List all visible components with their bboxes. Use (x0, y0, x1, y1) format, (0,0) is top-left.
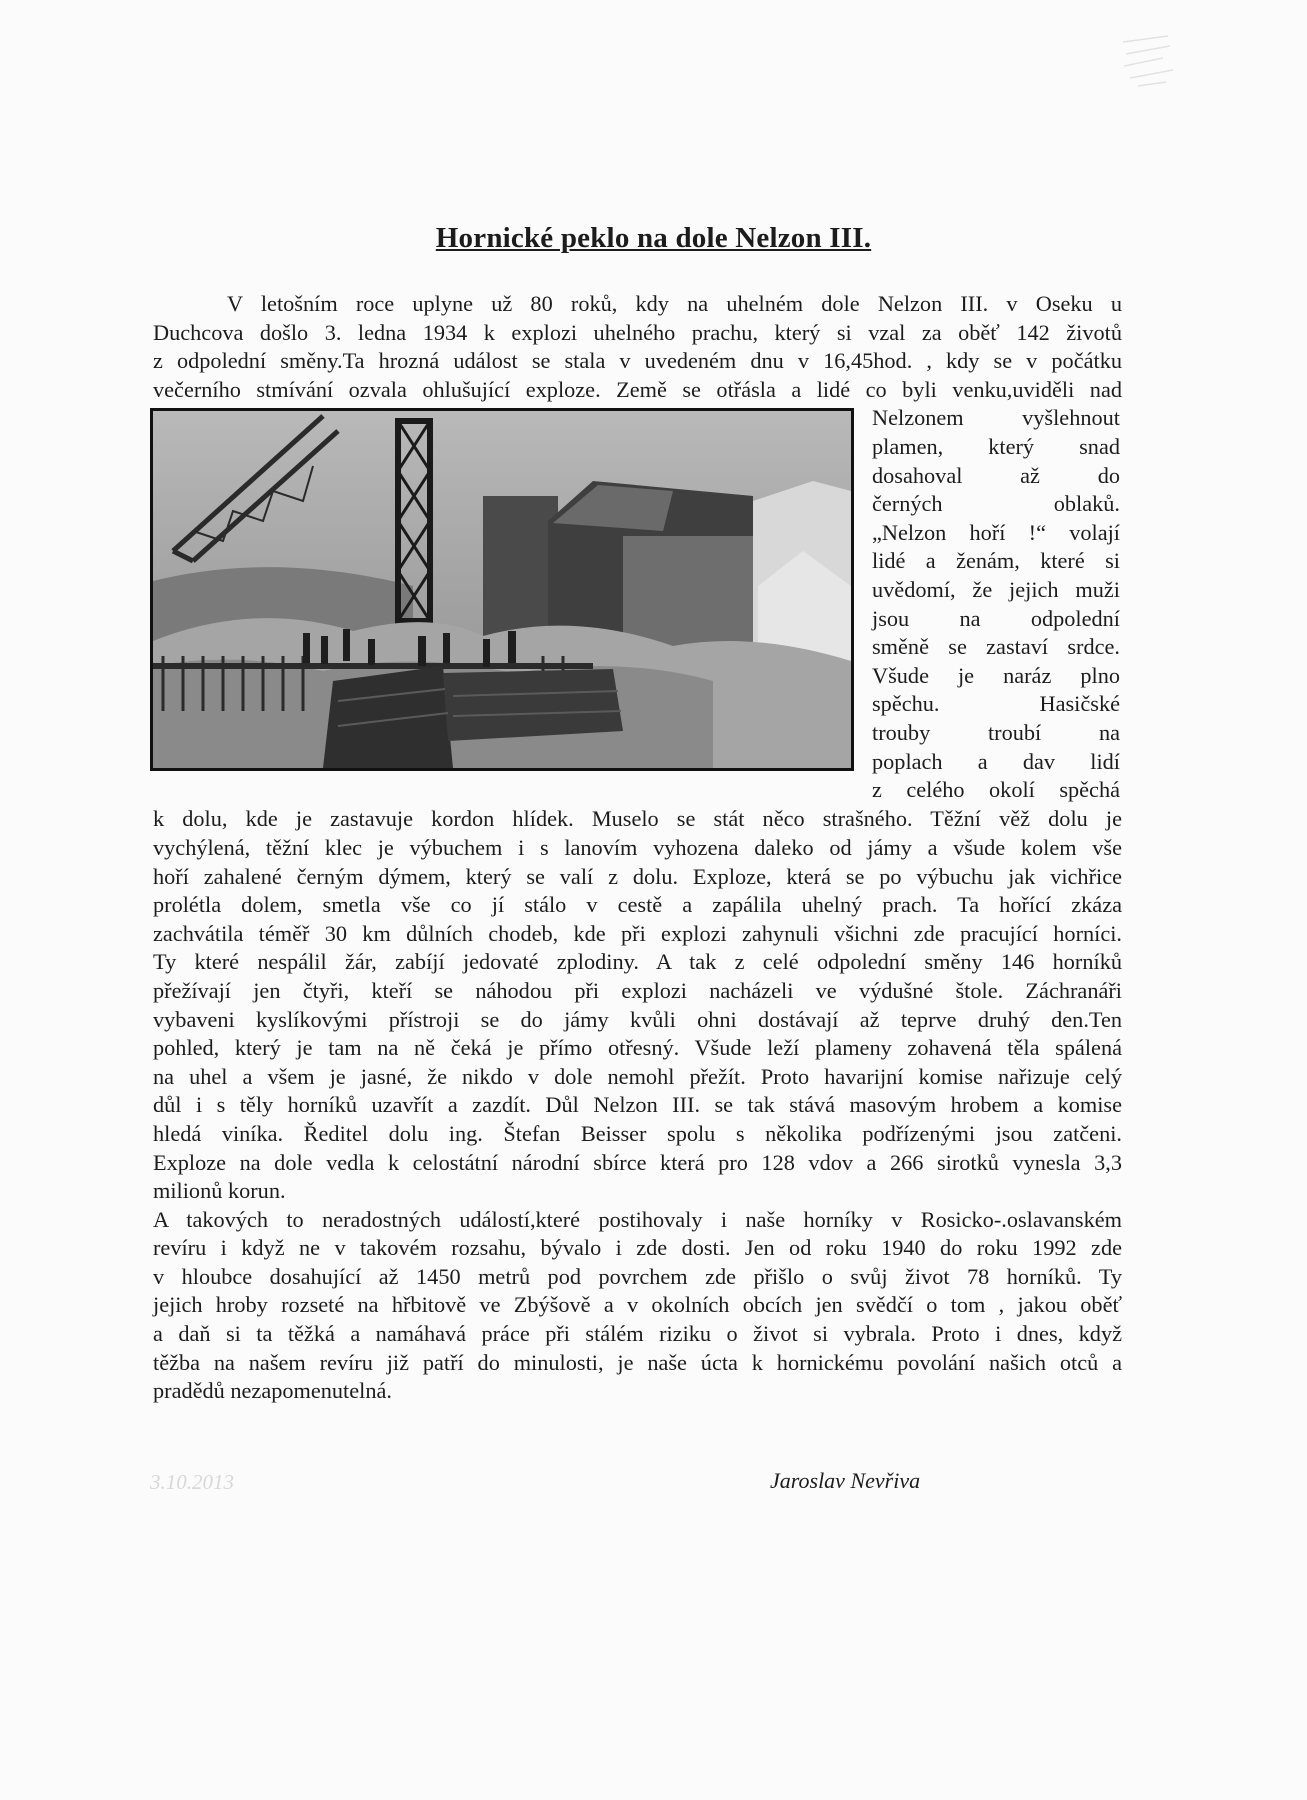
text-line: „Nelzon hoří !“ volají (872, 519, 1120, 545)
text-line: večerního stmívání ozvala ohlušující exploze. Země se otřásla a lidé co byli venku,uviděli nad (153, 376, 1122, 402)
faded-date-stamp: 3.10.2013 (150, 1470, 234, 1494)
text-line: zachvátila téměř 30 km důlních chodeb, kde při explozi zahynuli všichni zde pracující horníci. (153, 920, 1122, 946)
text-line: a daň si ta těžká a namáhavá práce při stálém riziku o život si vybrala. Proto i dnes, když (153, 1321, 1122, 1347)
text-line: vybaveni kyslíkovými přístroji se do jámy kvůli ohni dostávají až teprve druhý den.Ten (153, 1006, 1122, 1032)
text-line: lidé a ženám, které si (872, 548, 1120, 574)
text-line: plamen, který snad (872, 433, 1120, 459)
text-line: z celého okolí spěchá (872, 777, 1120, 803)
text-line: milionů korun. (153, 1178, 286, 1204)
text-line: A takových to neradostných událostí,které postihovaly i naše horníky v Rosicko-.oslavanském (153, 1206, 1122, 1232)
text-line: poplach a dav lidí (872, 748, 1120, 774)
article-body (153, 290, 1122, 1406)
text-line: v hloubce dosahující až 1450 metrů pod povrchem zde přišlo o svůj život 78 horníků. Ty (153, 1263, 1122, 1289)
text-line: prolétla dolem, smetla vše co jí stálo v cestě a zapálila uhelný prach. Ta hořící zkáza (153, 892, 1122, 918)
text-line: přežívají jen čtyři, kteří se náhodou při explozi nacházeli ve výdušné štole. Záchranáři (153, 977, 1122, 1003)
author-signature: Jaroslav Nevřiva (770, 1468, 921, 1493)
main-paragraph (153, 805, 1122, 1205)
text-line: k dolu, kde je zastavuje kordon hlídek. Muselo se stát něco strašného. Těžní věž dolu je (153, 806, 1122, 832)
text-line: Exploze na dole vedla k celostátní národní sbírce která pro 128 vdov a 266 sirotků vynesla 3,3 (153, 1149, 1122, 1175)
corner-scribble (1118, 32, 1178, 97)
text-line: spěchu. Hasičské (872, 691, 1120, 717)
text-line: z odpolední směny.Ta hrozná událost se stala v uvedeném dnu v 16,45hod. , kdy se v počátku (153, 348, 1122, 374)
text-line: revíru i když ne v takovém rozsahu, bývalo i zde dosti. Jen od roku 1940 do roku 1992 zde (153, 1235, 1122, 1261)
closing-paragraph (153, 1206, 1122, 1406)
text-line: těžba na našem revíru již patří do minulosti, je naše úcta k hornickému povolání našich otců a (153, 1349, 1122, 1375)
mine-disaster-photo (150, 408, 854, 771)
article-title: Hornické peklo na dole Nelzon III. (435, 222, 872, 254)
text-line: Nelzonem vyšlehnout (872, 405, 1120, 431)
text-line: dosahoval až do (872, 462, 1120, 488)
text-line: Ty které nespálil žár, zabíjí jedovaté zplodiny. A tak z celé odpolední směny 146 horníků (153, 949, 1122, 975)
text-line: důl i s těly horníků uzavřít a zazdít. Důl Nelzon III. se tak stává masovým hrobem a komise (153, 1092, 1122, 1118)
text-line: Duchcova došlo 3. ledna 1934 k explozi uhelného prachu, který si vzal za oběť 142 životů (153, 319, 1122, 345)
text-line: V letošním roce uplyne už 80 roků, kdy na uhelném dole Nelzon III. v Oseku u (227, 291, 1122, 316)
text-line: Všude je naráz plno (872, 662, 1120, 688)
text-line: černých oblaků. (872, 491, 1120, 517)
text-line: na uhel a všem je jasné, že nikdo v dole nemohl přežít. Proto havarijní komise nařizuje celý (153, 1063, 1122, 1089)
text-line: pohled, který je tam na ně čeká je přímo otřesný. Všude leží plameny zohavená těla spálená (153, 1035, 1122, 1061)
text-line: hledá viníka. Ředitel dolu ing. Štefan Beisser spolu s několika podřízenými jsou zatčeni. (153, 1120, 1122, 1146)
text-line: pradědů nezapomenutelná. (153, 1378, 392, 1404)
side-column-text (872, 404, 1120, 804)
intro-paragraph (153, 290, 1122, 404)
text-line: hoří zahalené černým dýmem, který se valí z dolu. Exploze, která se po výbuchu jak vichřice (153, 863, 1122, 889)
text-line: směně se zastaví srdce. (872, 634, 1120, 660)
text-line: vychýlená, těžní klec je výbuchem i s lanovím vyhozena daleko od jámy a všude kolem vše (153, 834, 1122, 860)
photo-wrap-section (153, 404, 1122, 805)
text-line: uvědomí, že jejich muži (872, 576, 1120, 602)
text-line: jejich hroby rozseté na hřbitově ve Zbýšově a v okolních obcích jen svědčí o tom , jakou oběť (153, 1292, 1122, 1318)
text-line: jsou na odpolední (872, 605, 1120, 631)
text-line: trouby troubí na (872, 719, 1120, 745)
